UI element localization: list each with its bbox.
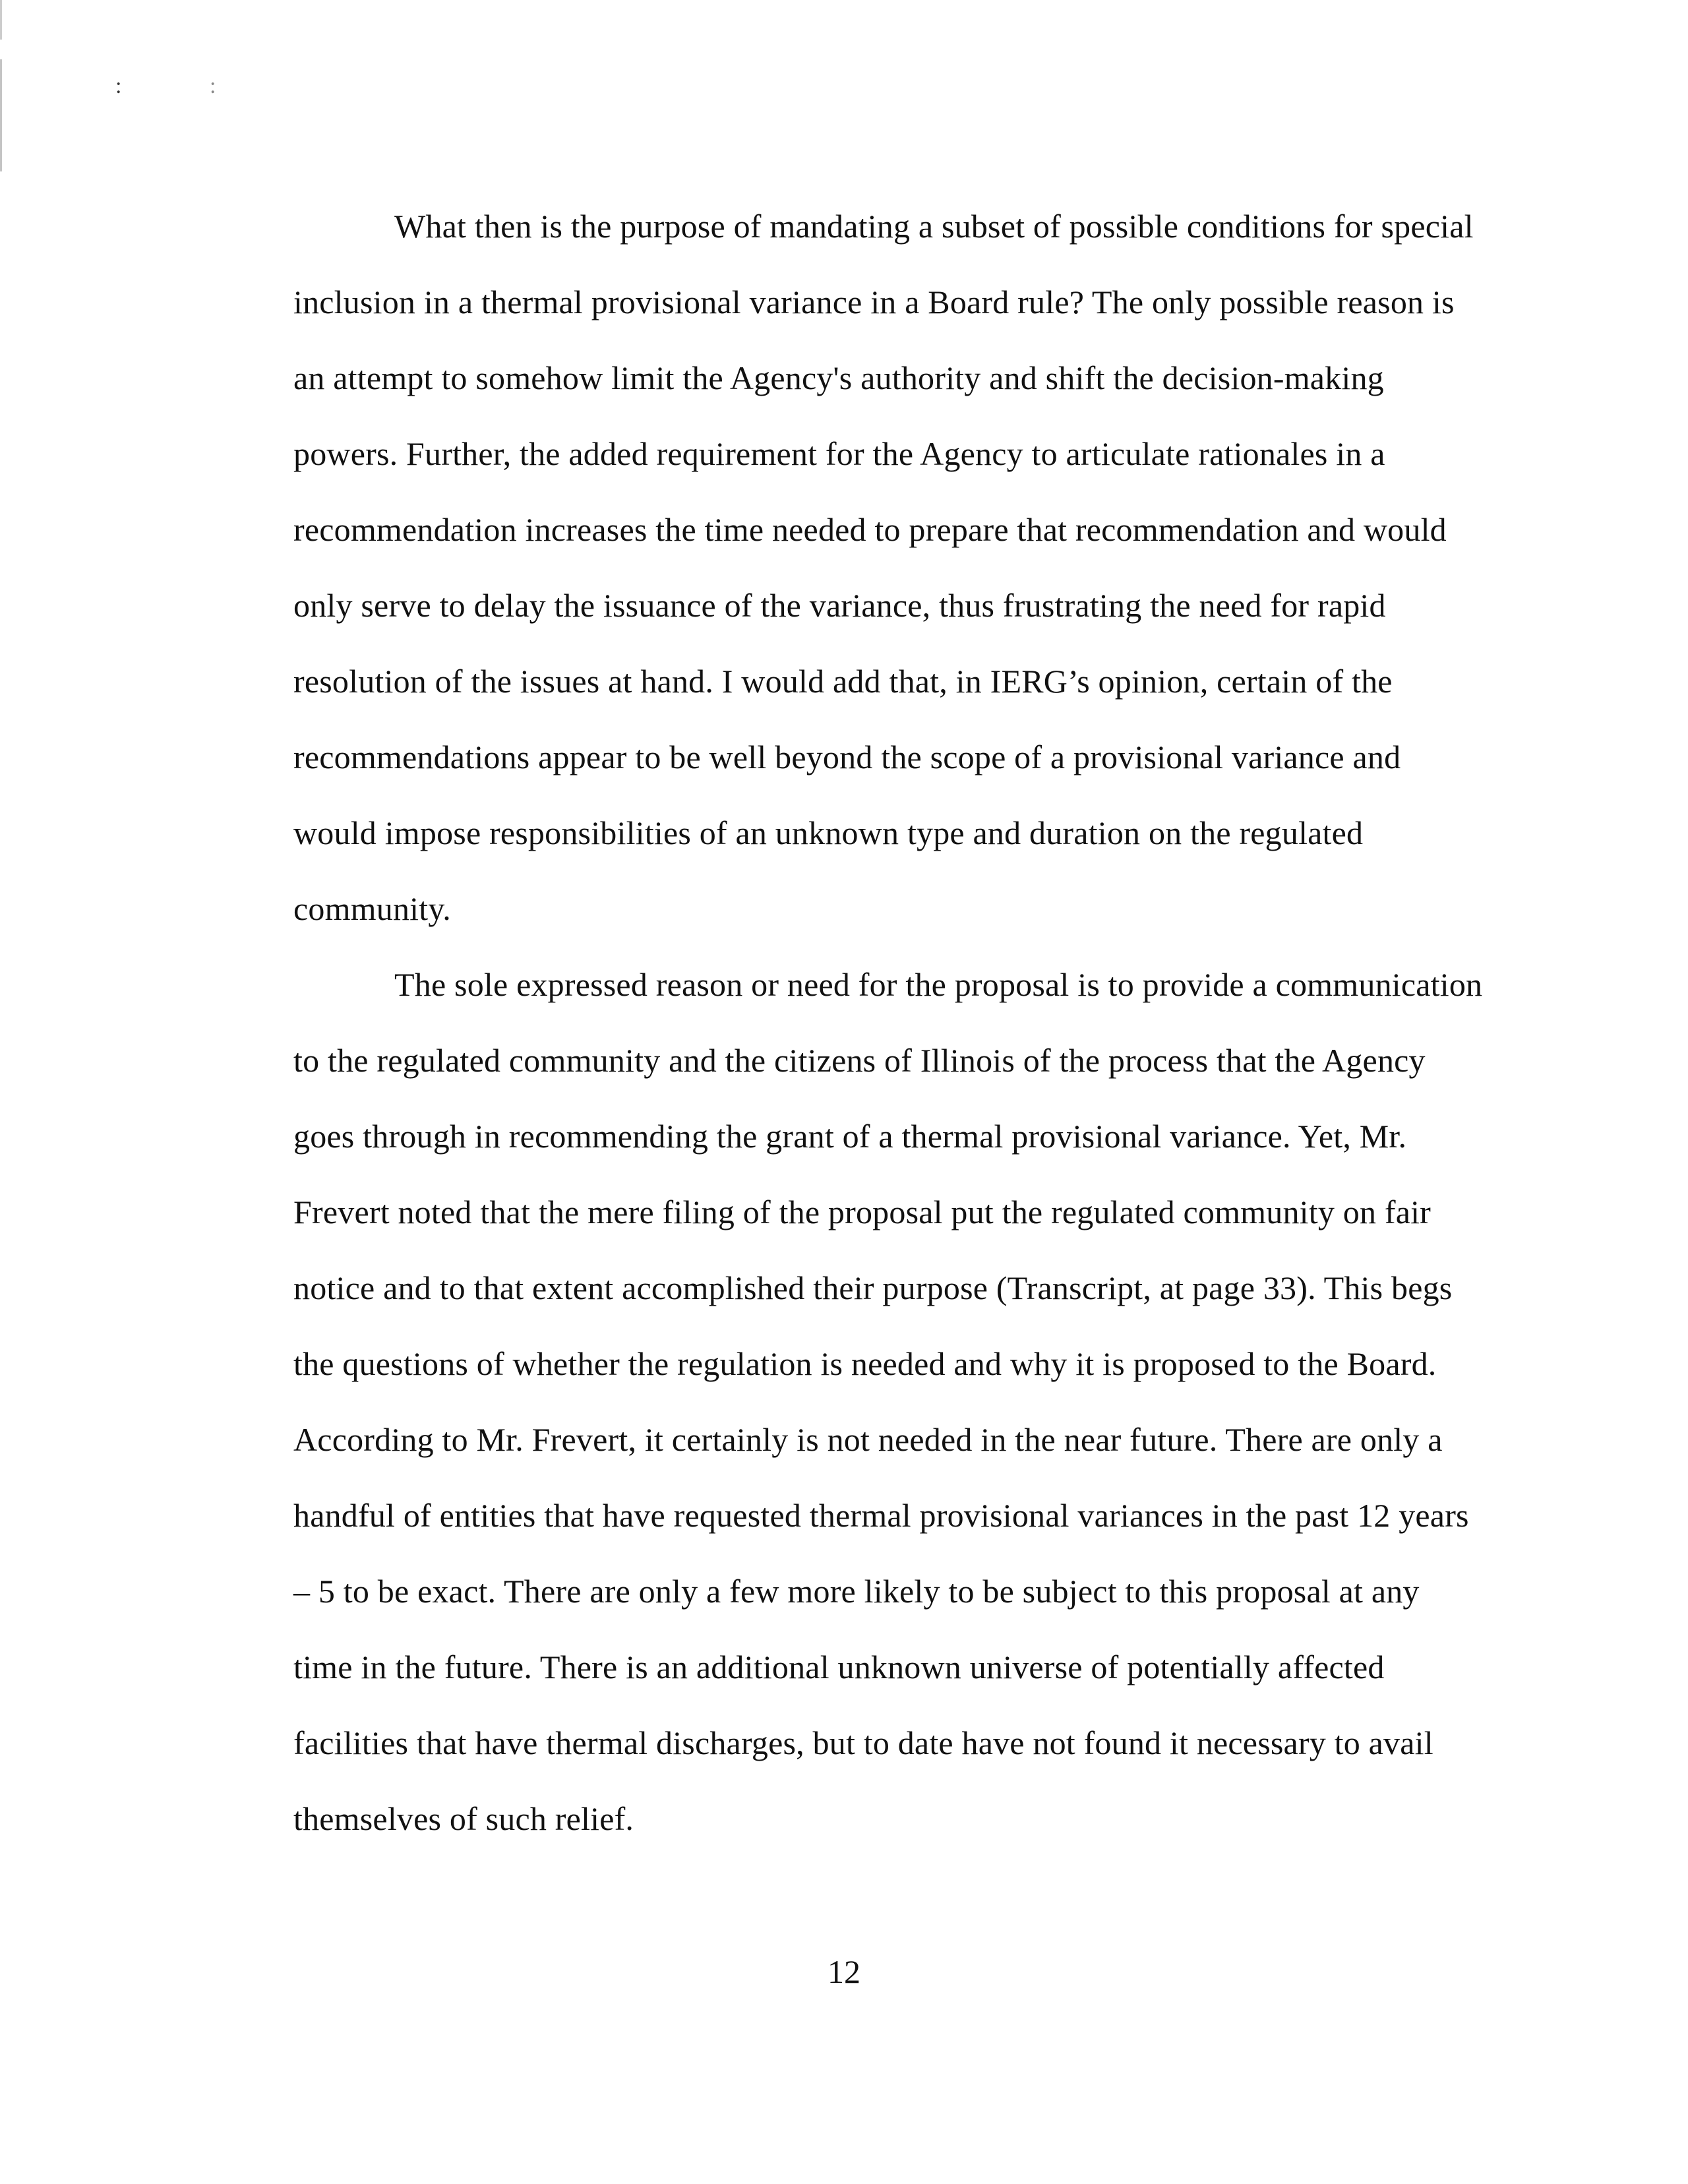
scan-speck-mark: : <box>115 74 122 98</box>
scan-edge-artifact <box>0 0 2 171</box>
paragraph-line: community. <box>293 890 452 927</box>
paragraph-line: time in the future. There is an additional unknown universe of potentially affected <box>293 1649 1385 1685</box>
paragraph-line: an attempt to somehow limit the Agency's authority and shift the decision-making <box>293 359 1384 396</box>
paragraph-line: powers. Further, the added requirement for the Agency to articulate rationales in a <box>293 435 1385 472</box>
scan-speck-mark: : <box>210 74 216 98</box>
paragraph-line: The sole expressed reason or need for the proposal is to provide a communication <box>394 966 1483 1003</box>
paragraph-line: resolution of the issues at hand. I would add that, in IERG’s opinion, certain of the <box>293 663 1393 700</box>
paragraph-line: recommendations appear to be well beyond the scope of a provisional variance and <box>293 739 1401 775</box>
paragraph-line: Frevert noted that the mere filing of the proposal put the regulated community on fair <box>293 1194 1432 1230</box>
paragraph-line: only serve to delay the issuance of the variance, thus frustrating the need for rapid <box>293 587 1386 624</box>
paragraph-line: goes through in recommending the grant of a thermal provisional variance. Yet, Mr. <box>293 1118 1407 1155</box>
paragraph-line: – 5 to be exact. There are only a few more likely to be subject to this proposal at any <box>293 1573 1420 1610</box>
paragraph-line: handful of entities that have requested thermal provisional variances in the past 12 years <box>293 1497 1469 1534</box>
paragraph-line: According to Mr. Frevert, it certainly is not needed in the near future. There are only a <box>293 1421 1443 1458</box>
paragraph-line: What then is the purpose of mandating a subset of possible conditions for special <box>394 208 1474 245</box>
paragraph-line: recommendation increases the time needed to prepare that recommendation and would <box>293 511 1447 548</box>
paragraph-line: notice and to that extent accomplished their purpose (Transcript, at page 33). This begs <box>293 1269 1453 1306</box>
paragraph-line: inclusion in a thermal provisional variance in a Board rule? The only possible reason is <box>293 284 1455 320</box>
page-number: 12 <box>828 1953 860 1990</box>
paragraph-line: the questions of whether the regulation is needed and why it is proposed to the Board. <box>293 1345 1437 1382</box>
paragraph-line: to the regulated community and the citizens of Illinois of the process that the Agency <box>293 1042 1426 1079</box>
paragraph-line: would impose responsibilities of an unknown type and duration on the regulated <box>293 814 1364 851</box>
paragraph-line: themselves of such relief. <box>293 1800 634 1837</box>
paragraph-line: facilities that have thermal discharges, but to date have not found it necessary to avail <box>293 1724 1433 1761</box>
